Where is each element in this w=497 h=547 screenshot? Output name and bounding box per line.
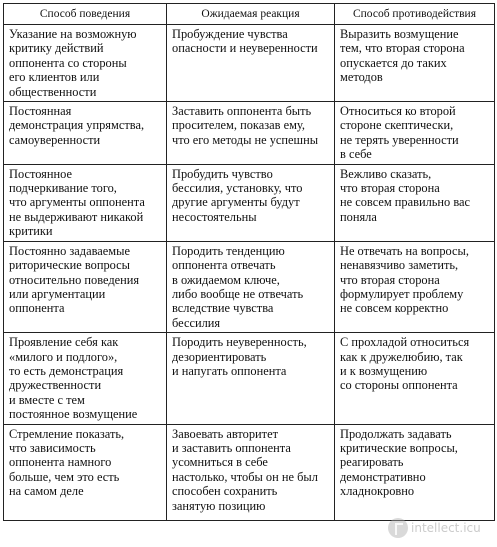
table-row — [4, 102, 495, 165]
counteraction-cell: С прохладой относиться как к дружелюбию, так и к возмущению со стороны оппонента — [335, 333, 495, 424]
behavior-cell: Указание на возможную критику действий оппонента со стороны его клиентов или общественности — [4, 25, 167, 102]
reaction-cell: Пробудить чувство бессилия, установку, что другие аргументы будут несостоятельны — [167, 164, 335, 241]
table-row — [4, 164, 495, 241]
header-expected-reaction: Ожидаемая реакция — [167, 4, 335, 25]
counteraction-cell: Выразить возмущение тем, что вторая сторона опускается до таких методов — [335, 25, 495, 102]
reaction-cell: Породить неуверенность, дезориентировать и напугать оппонента — [167, 333, 335, 424]
reaction-cell: Породить тенденцию оппонента отвечать в ожидаемом ключе, либо вообще не отвечать вследствие чувства бессилия — [167, 241, 335, 332]
header-counteraction: Способ противодействия — [335, 4, 495, 25]
behavior-cell: Стремление показать, что зависимость оппонента намного больше, чем это есть на самом деле — [4, 424, 167, 520]
watermark — [388, 518, 481, 538]
header-behavior: Способ поведения — [4, 4, 167, 25]
reaction-cell: Пробуждение чувства опасности и неуверенности — [167, 25, 335, 102]
table-row — [4, 241, 495, 332]
counteraction-cell: Продолжать задавать критические вопросы, реагировать демонстративно хладнокровно — [335, 424, 495, 520]
reaction-cell: Заставить оппонента быть просителем, показав ему, что его методы не успешны — [167, 102, 335, 165]
table-row — [4, 424, 495, 520]
behavior-reaction-table — [3, 3, 495, 521]
counteraction-cell: Относиться ко второй стороне скептически, не терять уверенности в себе — [335, 102, 495, 165]
counteraction-cell: Не отвечать на вопросы, ненавязчиво заметить, что вторая сторона формулирует проблему не совсем корректно — [335, 241, 495, 332]
watermark-text: intellect.icu — [411, 521, 481, 535]
behavior-cell: Постоянно задаваемые риторические вопросы относительно поведения или аргументации оппонента — [4, 241, 167, 332]
table-row — [4, 25, 495, 102]
reaction-cell: Завоевать авторитет и заставить оппонента усомниться в себе настолько, чтобы он не был способен сохранить занятую позицию — [167, 424, 335, 520]
table-header-row — [4, 4, 495, 25]
behavior-cell: Проявление себя как «милого и подлого», то есть демонстрация дружественности и вместе с тем постоянное возмущение — [4, 333, 167, 424]
behavior-cell: Постоянное подчеркивание того, что аргументы оппонента не выдерживают никакой критики — [4, 164, 167, 241]
site-logo-icon — [388, 518, 408, 538]
document-page — [3, 3, 495, 521]
table-row — [4, 333, 495, 424]
behavior-cell: Постоянная демонстрация упрямства, самоуверенности — [4, 102, 167, 165]
counteraction-cell: Вежливо сказать, что вторая сторона не совсем правильно вас поняла — [335, 164, 495, 241]
